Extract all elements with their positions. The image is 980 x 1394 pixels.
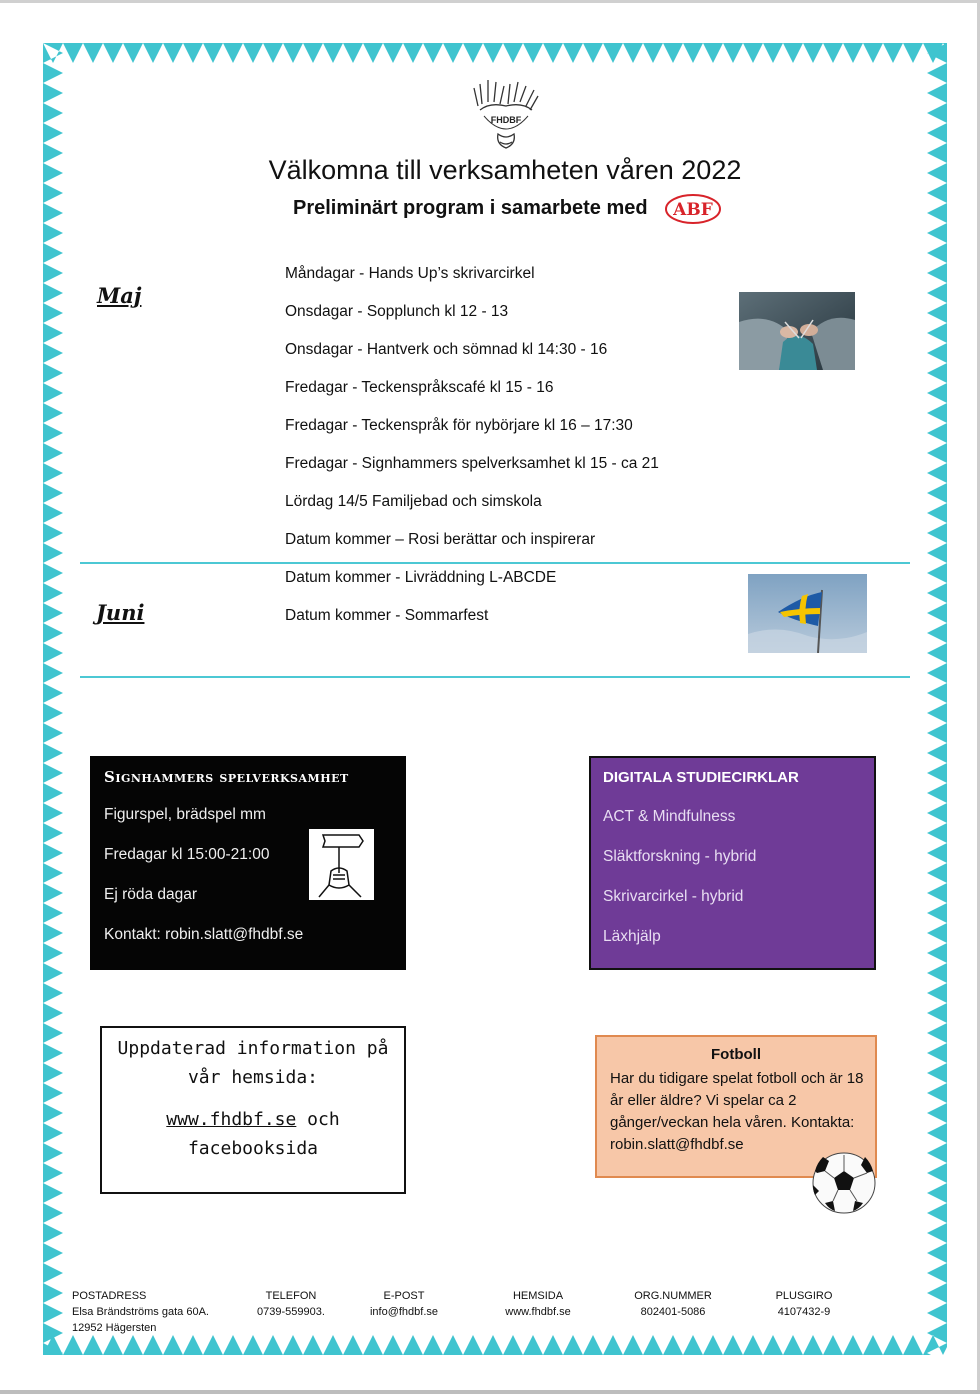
footer-value: 4107432-9 [777,1306,831,1318]
digital-box-title: DIGITALA STUDIECIRKLAR [603,769,799,786]
signhammer-line: Figurspel, brädspel mm [104,806,266,823]
football-title: Fotboll [711,1046,761,1063]
footer-hemsida [494,1288,582,1320]
footer-epost [362,1288,446,1320]
event-item: Onsdagar - Hantverk och sömnad kl 14:30 - 16 [285,341,608,358]
info-line: Uppdaterad information på [117,1038,389,1059]
footer-label: ORG.NUMMER [634,1290,712,1302]
knitting-photo [739,292,855,370]
swedish-flag-photo [748,574,867,653]
signhammer-title: Signhammers spelverksamhet [104,768,349,786]
footer-label: TELEFON [265,1290,317,1302]
month-label-juni: Juni [96,600,145,625]
digital-box-item: Läxhjälp [603,928,661,945]
logo-text: FHDBF [490,115,522,125]
abf-logo [664,193,722,225]
signhammer-line: Fredagar kl 15:00-21:00 [104,846,270,863]
footer-value: 0739-559903. [257,1306,325,1318]
window-bottom-edge [0,1390,980,1394]
footer-value: Elsa Brändströms gata 60A. [72,1306,209,1318]
football-icon [811,1151,877,1215]
signhammer-line: Ej röda dagar [104,886,198,903]
digital-box-item: Släktforskning - hybrid [603,848,757,865]
footer-label: HEMSIDA [512,1290,564,1302]
section-divider [80,562,910,564]
abf-logo-text: ABF [673,200,713,220]
section-divider [80,676,910,678]
football-body: Har du tidigare spelat fotboll och är 18 år eller äldre? Vi spelar ca 2 gånger/veckan hela våren. Kontakta: robin.slatt@fhdbf.se [610,1070,864,1153]
event-item: Måndagar - Hands Up’s skrivarcirkel [285,265,535,282]
digital-studycircles-box [589,756,876,970]
footer-label: POSTADRESS [72,1290,147,1302]
info-line: facebooksida [187,1138,319,1159]
hammer-illustration [309,829,374,900]
footer-label: E-POST [383,1290,425,1302]
page-title: Välkomna till verksamheten våren 2022 [268,155,742,185]
event-item: Fredagar - Teckenspråkscafé kl 15 - 16 [285,379,554,396]
event-item: Fredagar - Signhammers spelverksamhet kl 15 - ca 21 [285,455,659,472]
footer-value: 12952 Hägersten [72,1322,157,1334]
month-label-maj: Maj [97,283,142,308]
event-item: Lördag 14/5 Familjebad och simskola [285,493,542,510]
digital-box-item: ACT & Mindfulness [603,808,736,825]
event-item: Datum kommer - Livräddning L-ABCDE [285,569,557,586]
fhdbf-logo [470,76,542,156]
footer-value: 802401-5086 [640,1306,706,1318]
event-item: Datum kommer – Rosi berättar och inspirerar [285,531,596,548]
digital-box-item: Skrivarcirkel - hybrid [603,888,744,905]
signhammer-contact: Kontakt: robin.slatt@fhdbf.se [104,926,304,943]
page-subtitle: Preliminärt program i samarbete med [293,197,648,219]
footer-value[interactable]: info@fhdbf.se [369,1306,439,1318]
footer-orgnummer [626,1288,720,1320]
website-link[interactable]: www.fhdbf.se [166,1109,297,1130]
info-link-suffix: och [296,1109,340,1130]
footer-label: PLUSGIRO [775,1290,833,1302]
info-link-line [102,1109,404,1130]
info-line: vår hemsida: [187,1067,319,1088]
footer-value[interactable]: www.fhdbf.se [505,1306,571,1318]
website-info-box [100,1026,406,1194]
footer-plusgiro [770,1288,838,1320]
window-top-edge [0,0,980,3]
event-item: Fredagar - Teckenspråk för nybörjare kl 16 – 17:30 [285,417,633,434]
footer-postadress [72,1288,209,1336]
footer-telefon [254,1288,328,1320]
event-item: Datum kommer - Sommarfest [285,607,489,624]
event-item: Onsdagar - Sopplunch kl 12 - 13 [285,303,509,320]
